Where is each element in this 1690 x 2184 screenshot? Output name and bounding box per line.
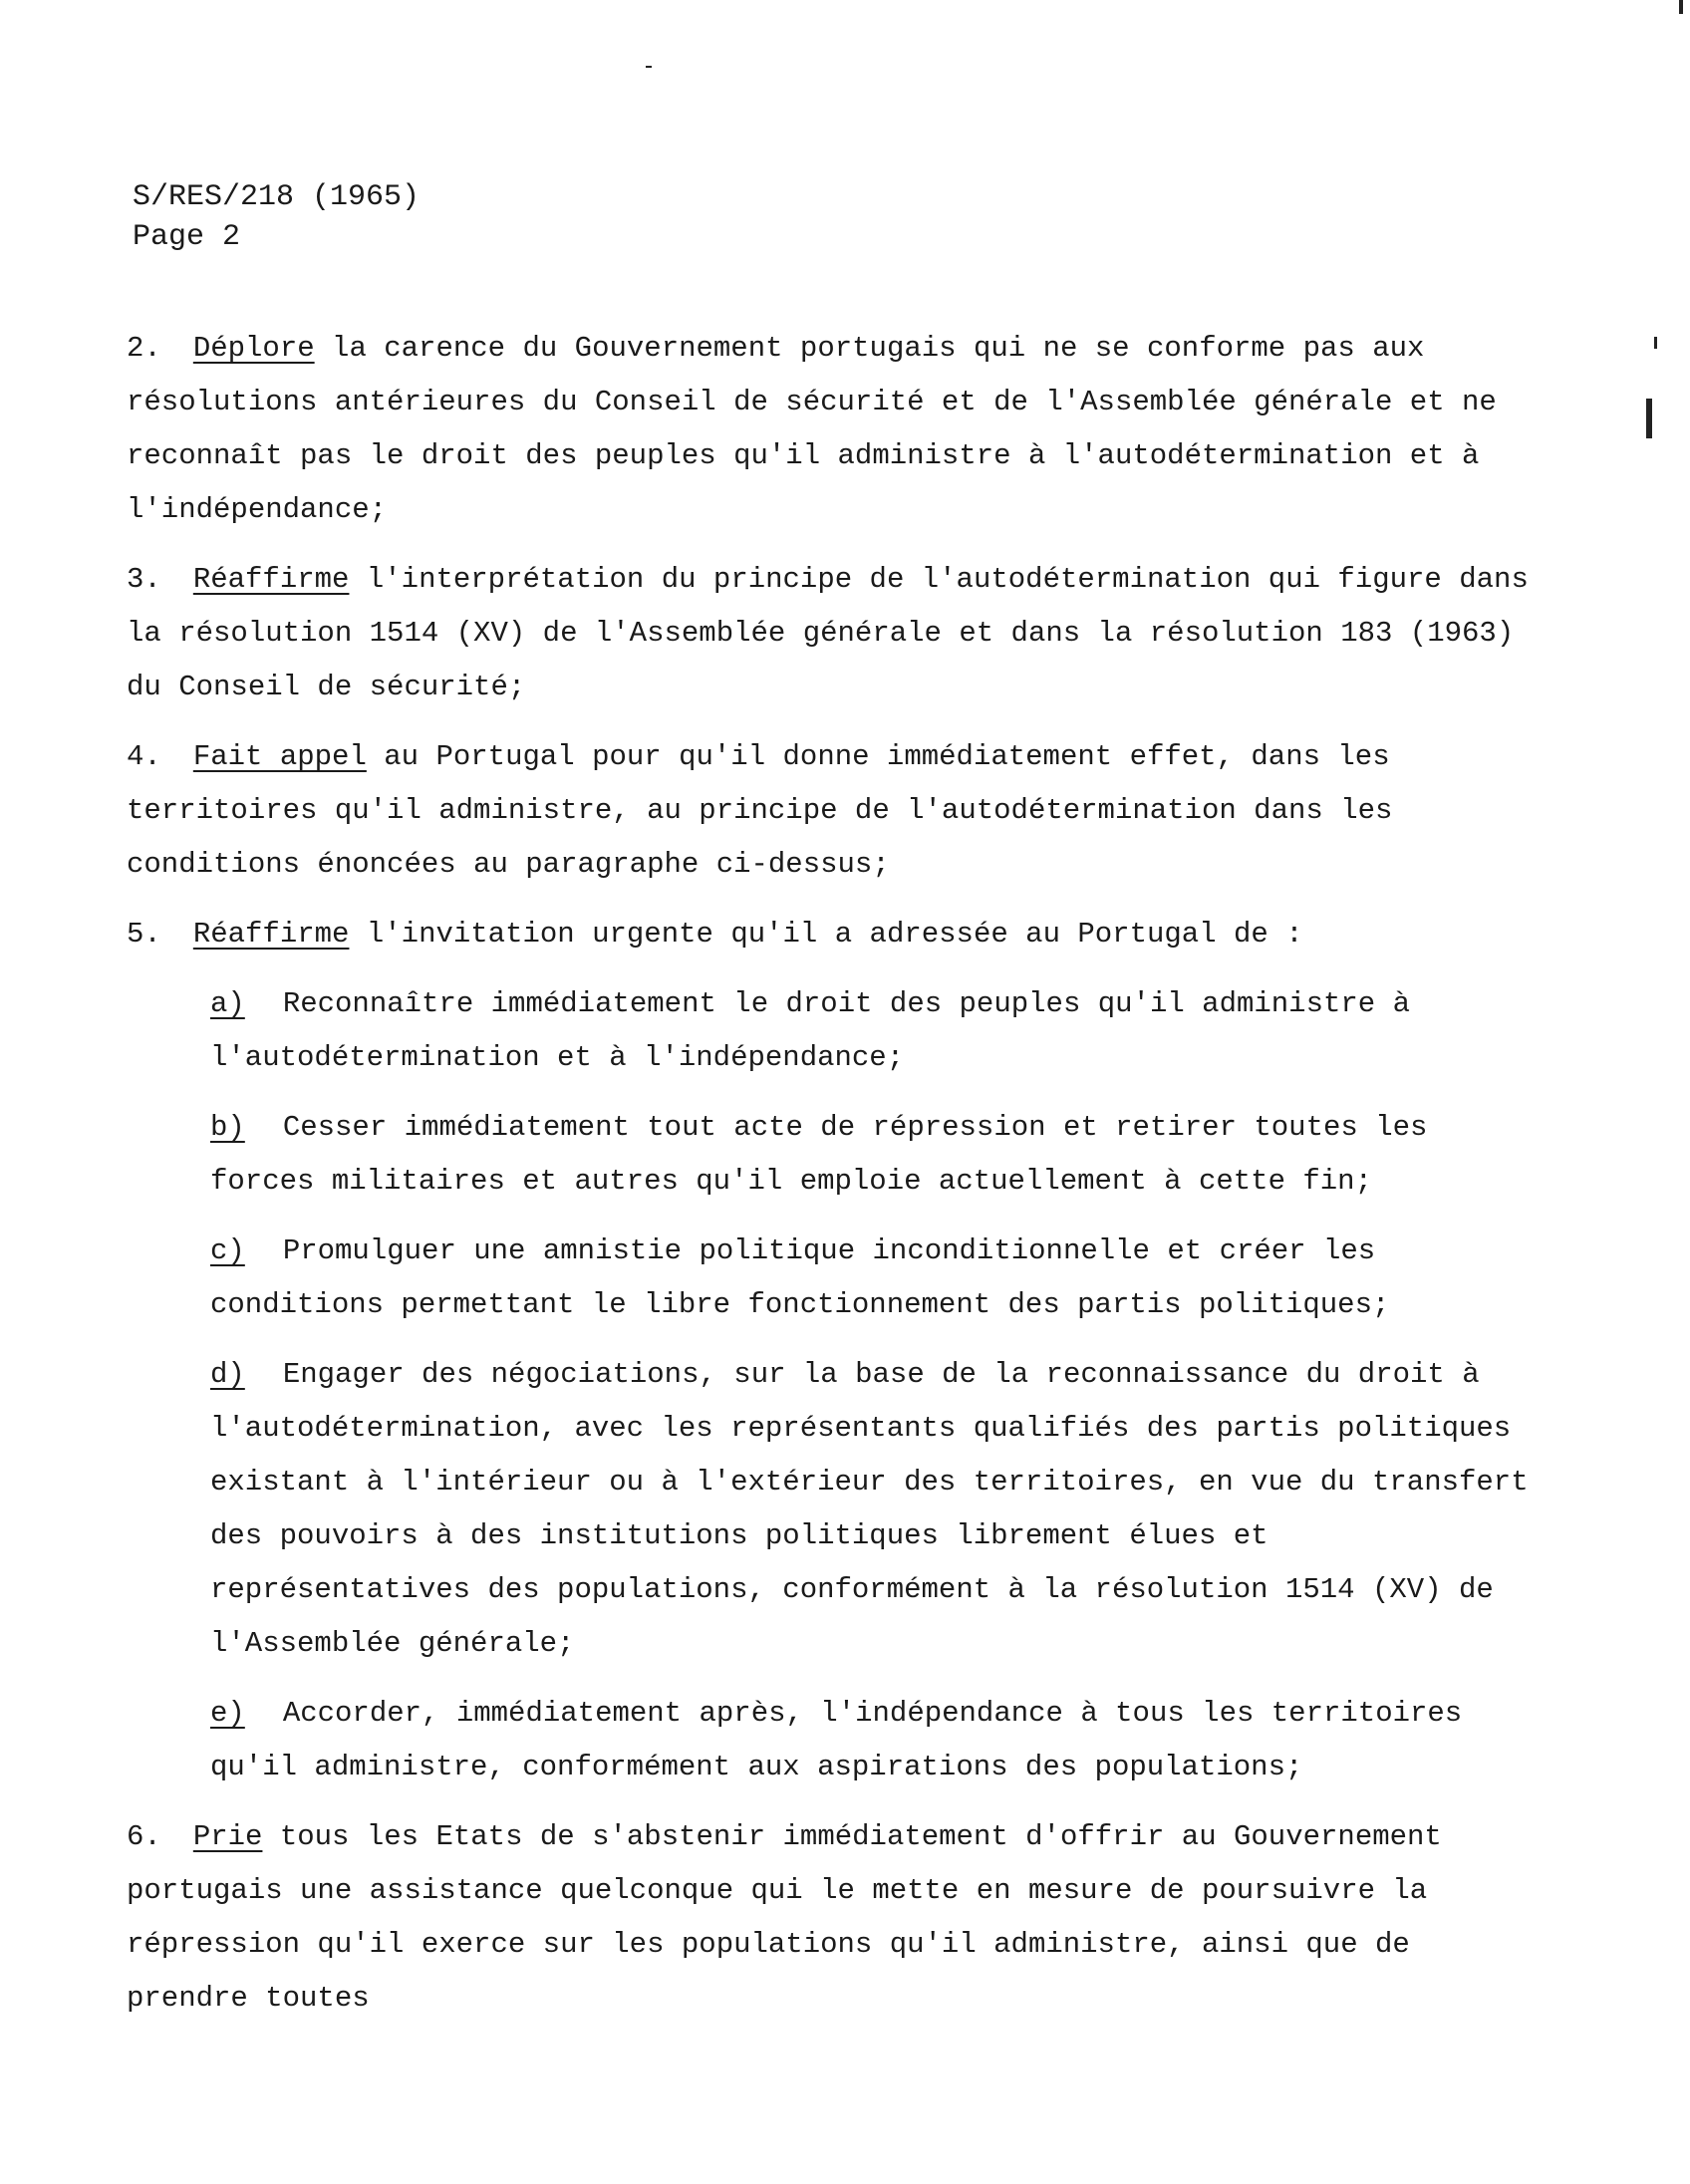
paragraph-number: 6. [127, 1820, 161, 1853]
paragraph-keyword: Réaffirme [192, 563, 350, 596]
subitem-c [210, 1225, 1542, 1332]
subitem-text: Accorder, immédiatement après, l'indépendance à tous les territoires qu'il administre, conformément aux aspirations des populations; [210, 1697, 1463, 1783]
paragraph-keyword: Prie [192, 1820, 263, 1853]
subitem-text: Reconnaître immédiatement le droit des peuples qu'il administre à l'autodétermination et à l'indépendance; [210, 987, 1410, 1074]
subitem-d [210, 1348, 1542, 1671]
subitem-text: Promulguer une amnistie politique inconditionnelle et créer les conditions permettant le libre fonctionnement des partis politiques; [210, 1234, 1390, 1321]
subitem-list [210, 977, 1542, 1794]
scan-speck [646, 66, 652, 68]
page-number: Page 2 [133, 220, 241, 254]
paragraph-5 [127, 908, 1542, 961]
subitem-text: Engager des négociations, sur la base de la reconnaissance du droit à l'autodétermination, avec les représentants qualifiés des partis politiques existant à l'intérieur ou à l'extérieur des territoires, en vue du transfert des pouvoirs à des institutions politiques librement élues et représentatives des populations, conformément à la résolution 1514 (XV) de l'Assemblée générale; [210, 1358, 1529, 1660]
subitem-b [210, 1101, 1542, 1209]
paragraph-number: 5. [127, 918, 161, 951]
subitem-letter: d) [210, 1358, 245, 1391]
document-symbol: S/RES/218 (1965) [133, 180, 421, 214]
document-header [133, 177, 420, 257]
scan-speck [1679, 0, 1683, 14]
paragraph-text: l'invitation urgente qu'il a adressée au Portugal de : [366, 918, 1303, 951]
subitem-letter: b) [210, 1111, 245, 1144]
paragraph-2 [127, 322, 1542, 537]
subitem-letter: c) [210, 1234, 245, 1267]
paragraph-6 [127, 1810, 1542, 2026]
subitem-letter: e) [210, 1697, 245, 1730]
paragraph-number: 3. [127, 563, 161, 596]
paragraph-text: l'interprétation du principe de l'autodétermination qui figure dans la résolution 1514 (XV) de l'Assemblée générale et dans la résolution 183 (1963) du Conseil de sécurité; [127, 563, 1529, 703]
paragraph-text: au Portugal pour qu'il donne immédiatement effet, dans les territoires qu'il administre, au principe de l'autodétermination dans les conditions énoncées au paragraphe ci-dessus; [127, 740, 1393, 881]
scan-speck [1654, 337, 1657, 349]
paragraph-4 [127, 730, 1542, 892]
paragraph-keyword: Réaffirme [192, 918, 350, 951]
paragraph-keyword: Fait appel [192, 740, 367, 773]
paragraph-number: 2. [127, 332, 161, 365]
subitem-e [210, 1687, 1542, 1794]
paragraph-text: la carence du Gouvernement portugais qui ne se conforme pas aux résolutions antérieures du Conseil de sécurité et de l'Assemblée générale et ne reconnaît pas le droit des peuples qu'il administre à l'autodétermination et à l'indépendance; [127, 332, 1497, 526]
scan-speck [1646, 399, 1652, 438]
paragraph-3 [127, 553, 1542, 714]
paragraph-keyword: Déplore [192, 332, 315, 365]
paragraph-number: 4. [127, 740, 161, 773]
paragraph-text: tous les Etats de s'abstenir immédiatement d'offrir au Gouvernement portugais une assistance quelconque qui le mette en mesure de poursuivre la répression qu'il exerce sur les populations qu'il administre, ainsi que de prendre toutes [127, 1820, 1442, 2015]
subitem-text: Cesser immédiatement tout acte de répression et retirer toutes les forces militaires et autres qu'il emploie actuellement à cette fin; [210, 1111, 1428, 1198]
subitem-letter: a) [210, 987, 245, 1020]
resolution-body [127, 322, 1542, 2042]
subitem-a [210, 977, 1542, 1085]
